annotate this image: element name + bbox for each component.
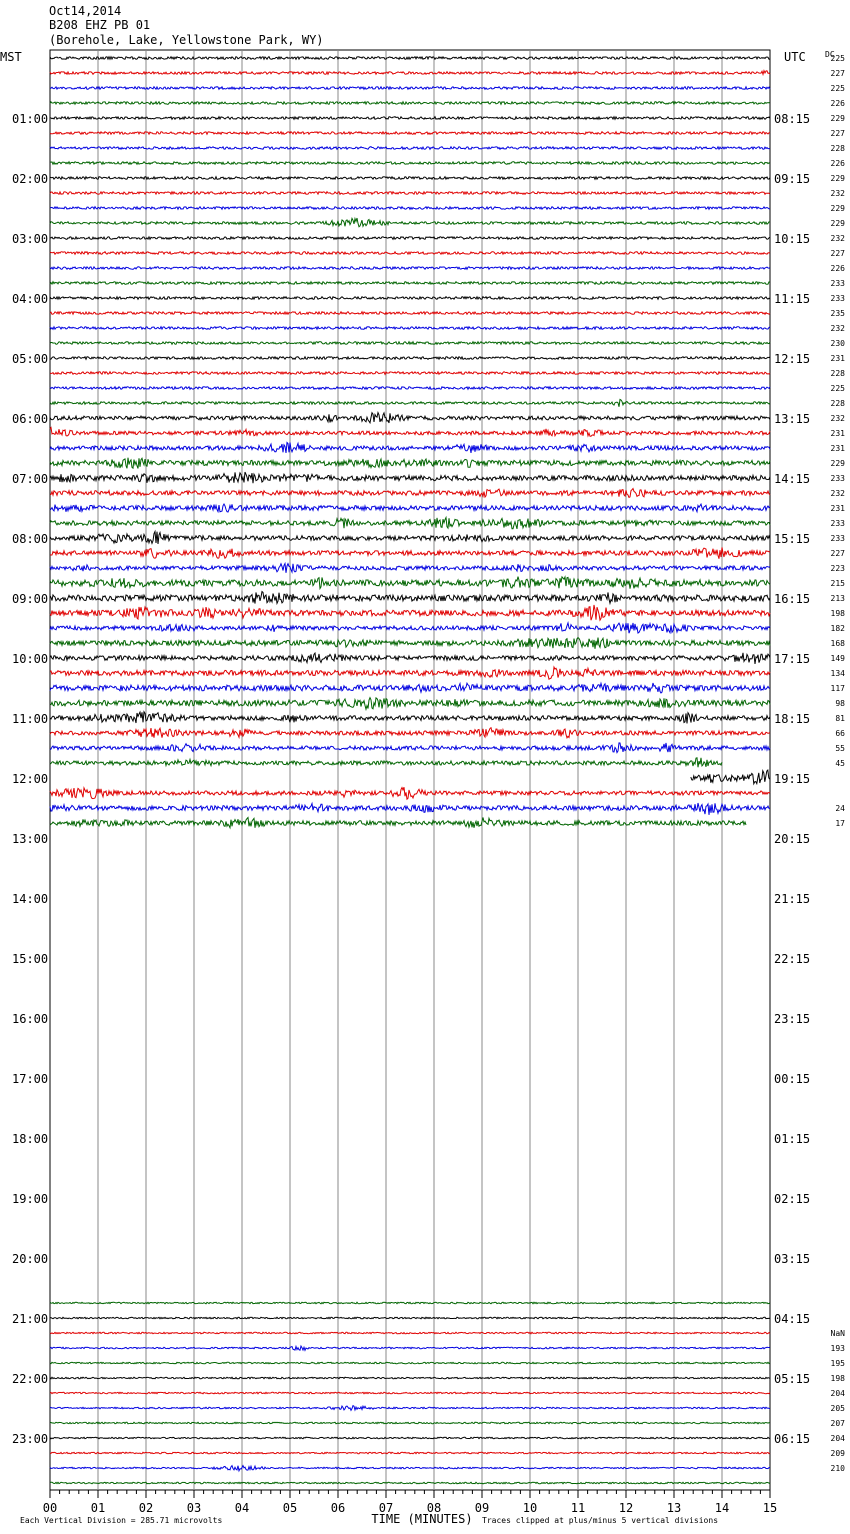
trace-layer <box>50 57 770 1484</box>
dc-offset-label: 232 <box>830 234 845 243</box>
seismic-trace <box>50 342 770 345</box>
left-axis-label: MST <box>0 50 22 64</box>
dc-offset-label: 229 <box>830 174 845 183</box>
seismic-trace <box>50 117 770 120</box>
dc-offset-label: 198 <box>830 609 845 618</box>
dc-offset-label: 227 <box>830 129 845 138</box>
seismic-trace <box>50 1346 770 1350</box>
dc-offset-label: 134 <box>830 669 845 678</box>
seismic-trace <box>50 1317 770 1319</box>
seismic-trace <box>50 71 770 75</box>
seismic-trace <box>50 267 770 270</box>
dc-offset-label: 24 <box>835 804 845 813</box>
dc-offset-label: 227 <box>830 549 845 558</box>
dc-offset-label: 227 <box>830 249 845 258</box>
seismic-trace <box>50 1302 770 1304</box>
x-tick-label: 11 <box>570 1501 586 1515</box>
clip-note: Traces clipped at plus/minus 5 vertical divisions <box>482 1516 719 1525</box>
right-time-label: 22:15 <box>774 952 811 966</box>
seismic-trace <box>50 1392 770 1394</box>
x-tick-label: 04 <box>234 1501 250 1515</box>
dc-offset-label: 117 <box>830 684 845 693</box>
dc-offset-label: 229 <box>830 459 845 468</box>
seismic-trace <box>50 312 770 315</box>
seismic-trace <box>50 132 770 135</box>
dc-offset-label: 17 <box>835 819 845 828</box>
dc-offset-label: 226 <box>830 99 845 108</box>
label-layer <box>0 50 845 1526</box>
seismic-trace <box>50 1452 770 1454</box>
left-time-label: 10:00 <box>12 652 49 666</box>
station-location: (Borehole, Lake, Yellowstone Park, WY) <box>49 33 324 47</box>
right-time-label: 09:15 <box>774 172 811 186</box>
dc-offset-label: 45 <box>835 759 845 768</box>
left-time-label: 09:00 <box>12 592 49 606</box>
seismic-trace <box>50 518 770 529</box>
right-time-label: 12:15 <box>774 352 811 366</box>
seismic-trace <box>50 638 770 649</box>
seismic-trace <box>50 252 770 255</box>
left-time-label: 21:00 <box>12 1312 49 1326</box>
right-time-label: 08:15 <box>774 112 811 126</box>
left-time-label: 02:00 <box>12 172 49 186</box>
left-time-label: 14:00 <box>12 892 49 906</box>
dc-offset-label: 207 <box>830 1419 845 1428</box>
left-time-label: 17:00 <box>12 1072 49 1086</box>
seismic-trace <box>50 472 770 483</box>
right-time-label: 10:15 <box>774 232 811 246</box>
right-time-label: 19:15 <box>774 772 811 786</box>
dc-offset-label: 225 <box>830 54 845 63</box>
seismic-trace <box>50 1377 770 1379</box>
seismic-trace <box>50 282 770 285</box>
dc-offset-label: 81 <box>835 714 845 723</box>
seismic-trace <box>50 489 770 498</box>
right-time-label: 18:15 <box>774 712 811 726</box>
dc-offset-label: 226 <box>830 159 845 168</box>
seismic-trace <box>50 237 770 240</box>
x-tick-label: 13 <box>666 1501 682 1515</box>
x-tick-label: 01 <box>90 1501 106 1515</box>
seismic-trace <box>50 192 770 195</box>
dc-offset-label: 235 <box>830 309 845 318</box>
dc-offset-label: 210 <box>830 1464 845 1473</box>
seismic-trace <box>50 818 746 828</box>
left-time-label: 03:00 <box>12 232 49 246</box>
dc-offset-label: 226 <box>830 264 845 273</box>
seismic-trace <box>50 653 770 664</box>
dc-offset-label: 232 <box>830 489 845 498</box>
dc-offset-label: 213 <box>830 594 845 603</box>
right-time-label: 20:15 <box>774 832 811 846</box>
seismic-trace <box>50 787 770 799</box>
seismic-trace <box>50 357 770 360</box>
dc-offset-label: 225 <box>830 84 845 93</box>
dc-offset-label: 205 <box>830 1404 845 1413</box>
x-tick-label: 06 <box>330 1501 346 1515</box>
dc-offset-label: 55 <box>835 744 845 753</box>
seismic-trace <box>50 413 770 423</box>
right-time-label: 17:15 <box>774 652 811 666</box>
right-time-label: 23:15 <box>774 1012 811 1026</box>
dc-offset-label: 233 <box>830 519 845 528</box>
dc-offset-label: 232 <box>830 324 845 333</box>
right-time-label: 00:15 <box>774 1072 811 1086</box>
right-time-label: 14:15 <box>774 472 811 486</box>
right-axis-label: UTC <box>784 50 806 64</box>
left-time-label: 13:00 <box>12 832 49 846</box>
dc-offset-label: 195 <box>830 1359 845 1368</box>
dc-offset-label: 204 <box>830 1434 845 1443</box>
seismic-trace <box>50 1362 770 1364</box>
x-tick-label: 15 <box>762 1501 778 1515</box>
seismic-trace <box>50 1482 770 1484</box>
dc-offset-label: 231 <box>830 444 845 453</box>
seismic-trace <box>50 102 770 105</box>
seismic-trace <box>50 297 770 300</box>
dc-offset-label: 193 <box>830 1344 845 1353</box>
x-tick-label: 10 <box>522 1501 538 1515</box>
right-time-label: 04:15 <box>774 1312 811 1326</box>
vertical-division-note: Each Vertical Division = 285.71 microvolts <box>20 1516 223 1525</box>
dc-offset-label: 182 <box>830 624 845 633</box>
seismic-trace <box>50 683 770 693</box>
seismic-trace <box>50 218 770 227</box>
right-time-label: 21:15 <box>774 892 811 906</box>
dc-offset-label: 227 <box>830 69 845 78</box>
dc-offset-label: 228 <box>830 144 845 153</box>
seismic-trace <box>50 1437 770 1439</box>
seismic-trace <box>50 1422 770 1424</box>
dc-offset-label: 223 <box>830 564 845 573</box>
chart-date: Oct14,2014 <box>49 4 122 18</box>
seismic-trace <box>50 372 770 375</box>
seismic-trace <box>50 532 770 544</box>
dc-offset-label: 231 <box>830 429 845 438</box>
left-time-label: 15:00 <box>12 952 49 966</box>
seismic-trace <box>50 577 770 589</box>
x-tick-label: 00 <box>42 1501 58 1515</box>
dc-offset-label: 233 <box>830 534 845 543</box>
left-time-label: 08:00 <box>12 532 49 546</box>
x-axis-title: TIME (MINUTES) <box>371 1512 473 1526</box>
dc-offset-label: 198 <box>830 1374 845 1383</box>
left-time-label: 01:00 <box>12 112 49 126</box>
seismic-trace <box>50 428 770 437</box>
seismic-trace <box>691 770 770 784</box>
right-time-label: 02:15 <box>774 1192 811 1206</box>
seismic-trace <box>50 57 770 60</box>
seismic-trace <box>50 387 770 390</box>
seismic-trace <box>50 442 770 453</box>
dc-offset-label: 228 <box>830 399 845 408</box>
station-code: B208 EHZ PB 01 <box>49 18 151 32</box>
seismic-trace <box>50 592 770 604</box>
dc-offset-label: 229 <box>830 114 845 123</box>
seismic-trace <box>50 1406 770 1411</box>
x-tick-label: 08 <box>426 1501 442 1515</box>
seismic-trace <box>50 87 770 90</box>
seismic-trace <box>50 743 770 753</box>
dc-offset-label: 209 <box>830 1449 845 1458</box>
dc-offset-label: 215 <box>830 579 845 588</box>
plot-frame <box>50 50 770 1490</box>
dc-offset-label: 230 <box>830 339 845 348</box>
seismic-trace <box>50 803 770 815</box>
right-time-label: 05:15 <box>774 1372 811 1386</box>
dc-offset-label: 232 <box>830 189 845 198</box>
left-time-label: 18:00 <box>12 1132 49 1146</box>
x-tick-label: 07 <box>378 1501 394 1515</box>
seismic-trace <box>50 698 770 709</box>
dc-offset-label: NaN <box>830 1329 845 1338</box>
seismic-trace <box>50 667 770 679</box>
dc-offset-label: 233 <box>830 294 845 303</box>
seismic-trace <box>50 162 770 165</box>
dc-offset-label: 225 <box>830 384 845 393</box>
seismic-trace <box>50 1466 770 1471</box>
dc-offset-label: 228 <box>830 369 845 378</box>
seismic-trace <box>50 458 770 469</box>
left-time-label: 20:00 <box>12 1252 49 1266</box>
left-time-label: 22:00 <box>12 1372 49 1386</box>
x-tick-label: 03 <box>186 1501 202 1515</box>
left-time-label: 04:00 <box>12 292 49 306</box>
left-time-label: 06:00 <box>12 412 49 426</box>
left-time-label: 12:00 <box>12 772 49 786</box>
seismic-trace <box>50 177 770 180</box>
dc-offset-label: 232 <box>830 414 845 423</box>
right-time-label: 15:15 <box>774 532 811 546</box>
dc-offset-label: 204 <box>830 1389 845 1398</box>
right-time-label: 13:15 <box>774 412 811 426</box>
dc-offset-label: 168 <box>830 639 845 648</box>
seismic-trace <box>50 728 770 738</box>
right-time-label: 03:15 <box>774 1252 811 1266</box>
right-time-label: 16:15 <box>774 592 811 606</box>
right-time-label: 06:15 <box>774 1432 811 1446</box>
dc-column-label: DC <box>825 50 835 59</box>
dc-offset-label: 229 <box>830 204 845 213</box>
dc-offset-label: 231 <box>830 354 845 363</box>
seismic-trace <box>50 564 770 573</box>
left-time-label: 05:00 <box>12 352 49 366</box>
left-time-label: 11:00 <box>12 712 49 726</box>
seismic-trace <box>50 605 770 620</box>
x-tick-label: 02 <box>138 1501 154 1515</box>
seismic-trace <box>50 547 770 558</box>
left-time-label: 23:00 <box>12 1432 49 1446</box>
right-time-label: 01:15 <box>774 1132 811 1146</box>
dc-offset-label: 233 <box>830 279 845 288</box>
x-tick-label: 14 <box>714 1501 730 1515</box>
dc-offset-label: 66 <box>835 729 845 738</box>
dc-offset-label: 233 <box>830 474 845 483</box>
seismic-trace <box>50 399 770 406</box>
seismic-trace <box>50 207 770 210</box>
left-time-label: 07:00 <box>12 472 49 486</box>
seismic-trace <box>50 327 770 330</box>
dc-offset-label: 229 <box>830 219 845 228</box>
seismic-trace <box>50 623 770 633</box>
dc-offset-label: 149 <box>830 654 845 663</box>
left-time-label: 16:00 <box>12 1012 49 1026</box>
x-tick-label: 05 <box>282 1501 298 1515</box>
seismic-trace <box>50 712 770 724</box>
right-time-label: 11:15 <box>774 292 811 306</box>
seismic-trace <box>50 1332 770 1334</box>
x-tick-label: 12 <box>618 1501 634 1515</box>
dc-offset-label: 231 <box>830 504 845 513</box>
left-time-label: 19:00 <box>12 1192 49 1206</box>
seismic-trace <box>50 147 770 150</box>
x-tick-label: 09 <box>474 1501 490 1515</box>
seismic-trace <box>50 504 770 512</box>
dc-offset-label: 98 <box>835 699 845 708</box>
